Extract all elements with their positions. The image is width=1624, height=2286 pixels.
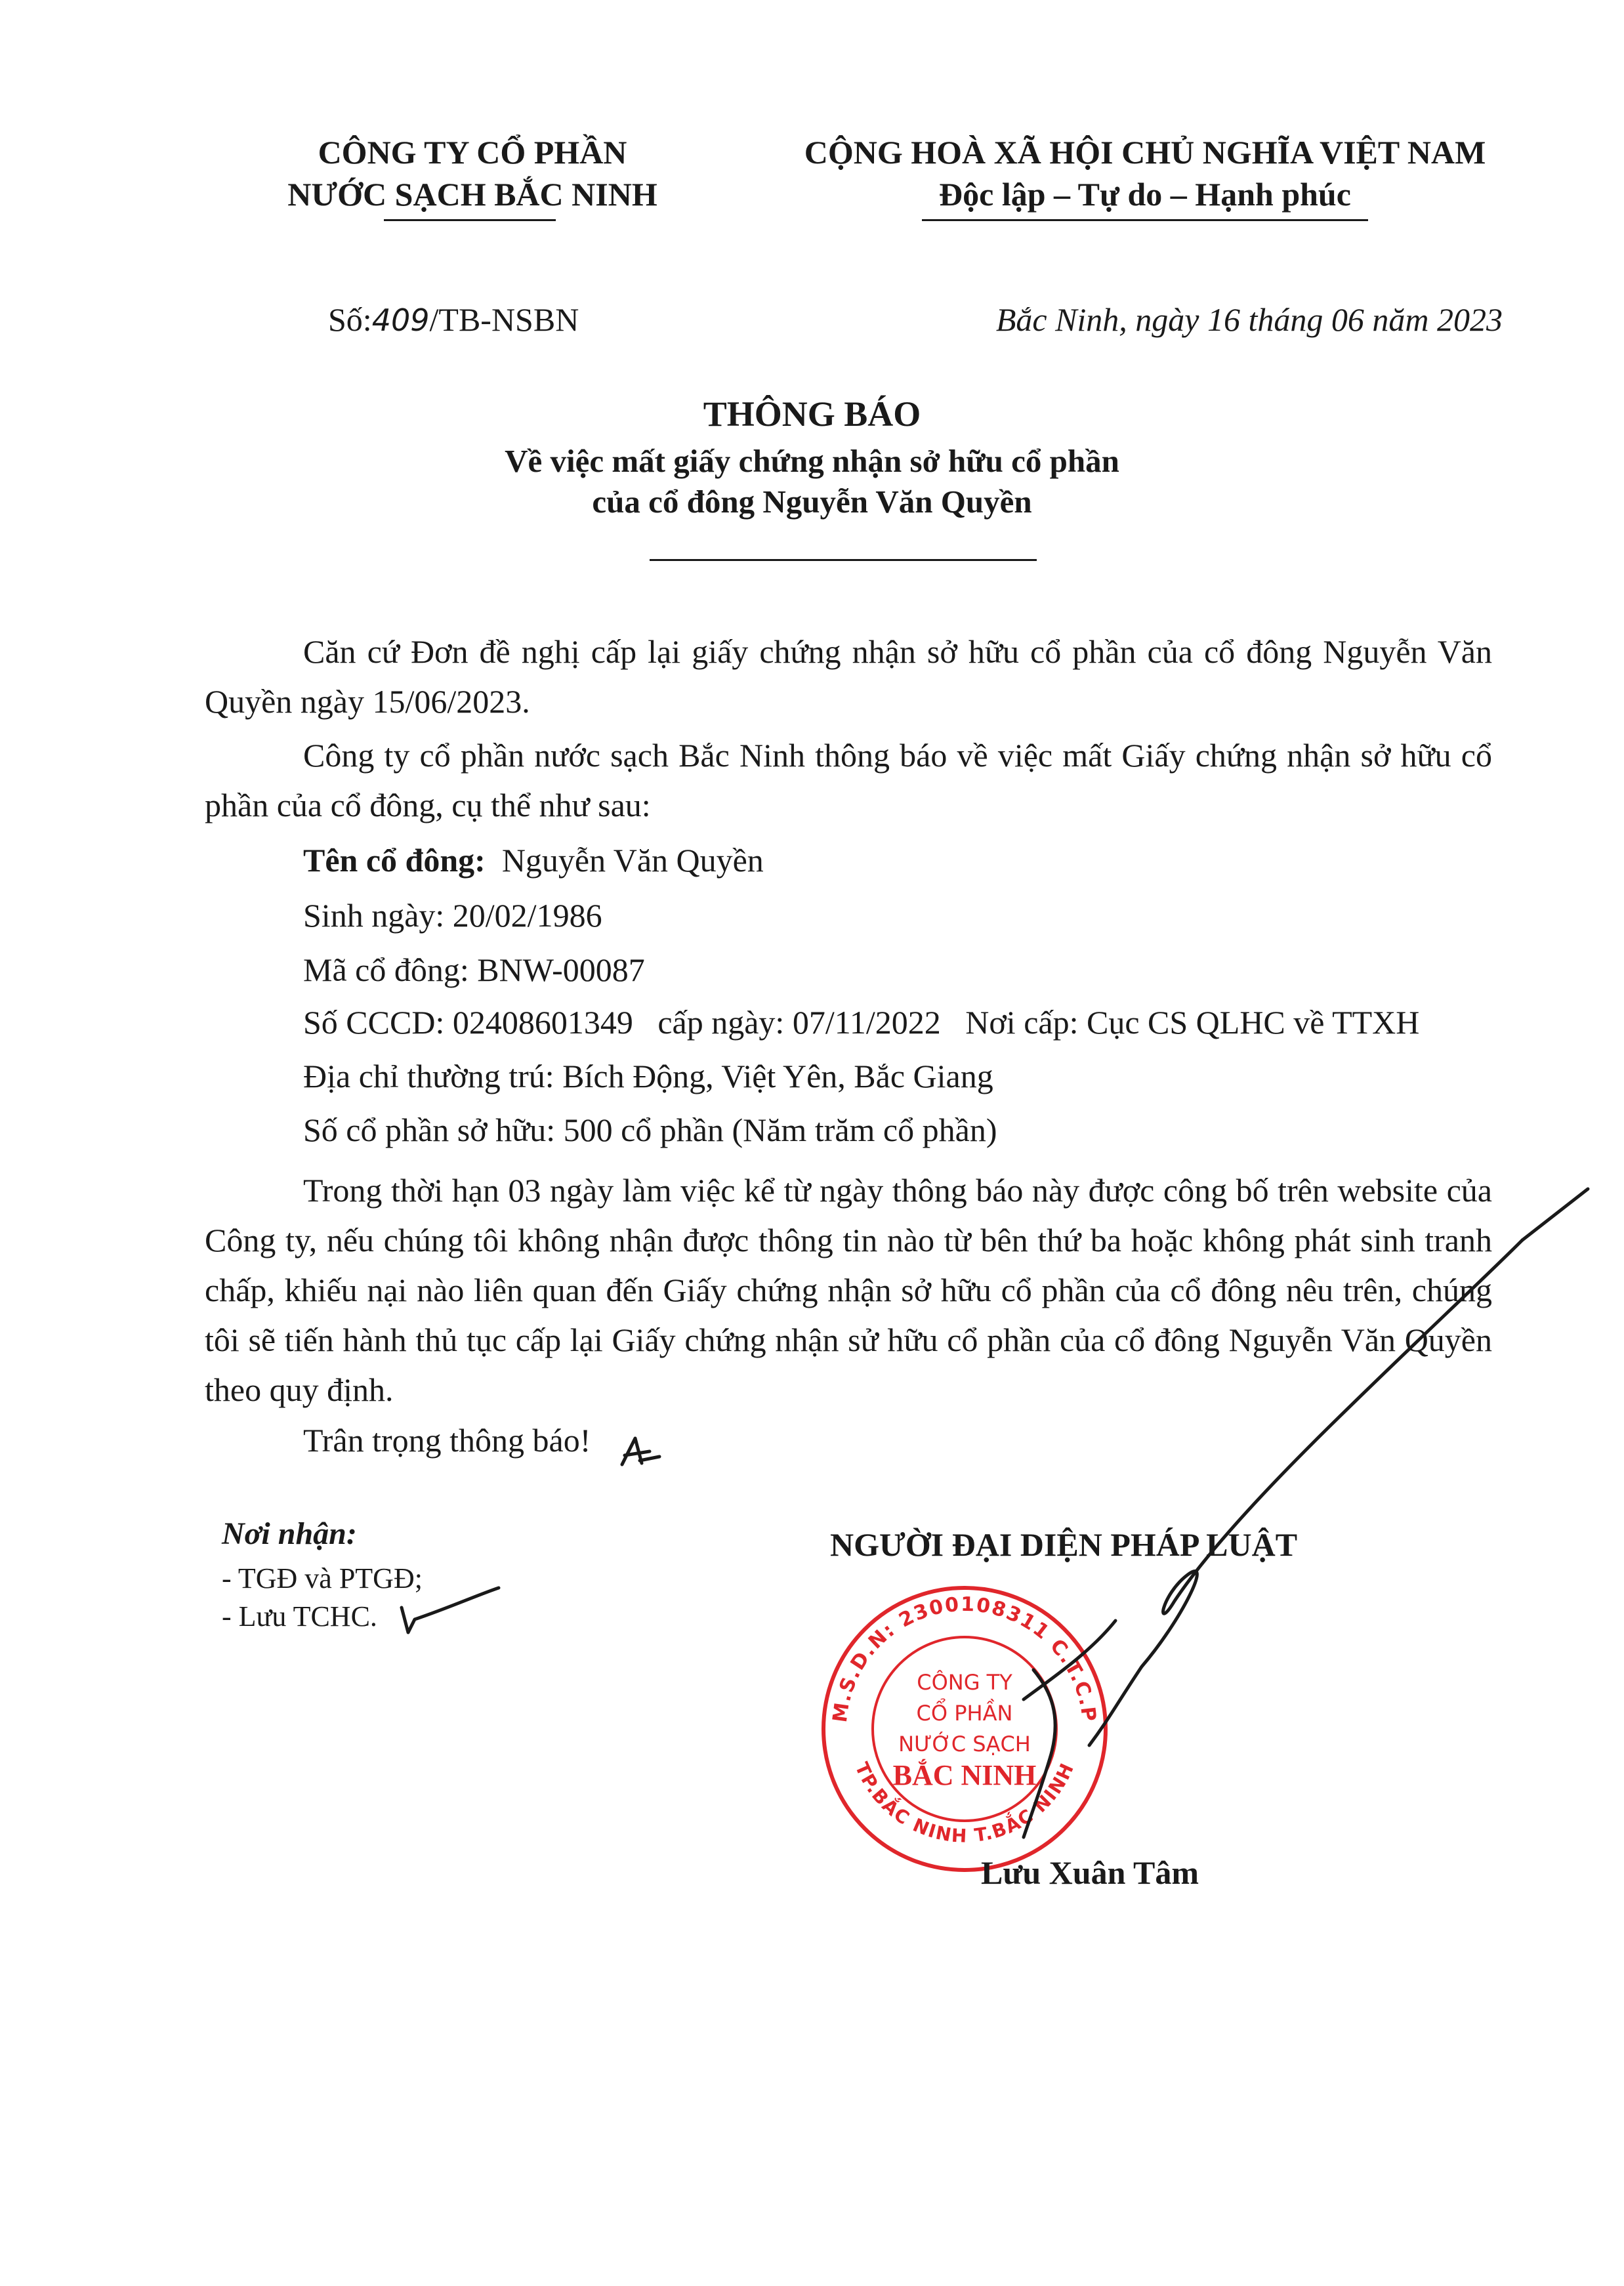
shareholder-name [303, 835, 764, 885]
shareholder-shares: Số cổ phần sở hữu: 500 cổ phần (Năm trăm cổ phần) [303, 1112, 997, 1148]
recipient-item: - Lưu TCHC. [222, 1600, 377, 1632]
shareholder-id: Số CCCD: 02408601349 cấp ngày: 07/11/2022 Nơi cấp: Cục CS QLHC về TTXH [303, 1004, 1420, 1041]
motto-underline [922, 219, 1368, 221]
document-date: Bắc Ninh, ngày 16 tháng 06 năm 2023 [995, 301, 1503, 338]
recipients-title: Nơi nhận: [222, 1516, 357, 1551]
shareholder-name-label: Tên cổ đông: [303, 842, 486, 879]
company-underline [384, 219, 556, 221]
signer-name: Lưu Xuân Tâm [981, 1854, 1199, 1891]
shareholder-code: Mã cổ đông: BNW-00087 [303, 951, 645, 988]
paragraph-basis: Căn cứ Đơn đề nghị cấp lại giấy chứng nhận sở hữu cổ phần của cổ đông Nguyễn Văn Quyền ngày 15/06/2023. [205, 633, 1492, 720]
shareholder-name-value: Nguyễn Văn Quyền [485, 842, 764, 879]
company-name-line2: NƯỚC SẠCH BẮC NINH [287, 176, 657, 213]
document-number-suffix: /TB-NSBN [429, 301, 579, 338]
stamp-inner-ring [873, 1637, 1056, 1821]
nation-name: CỘNG HOÀ XÃ HỘI CHỦ NGHĨA VIỆT NAM [804, 134, 1486, 171]
company-stamp [810, 1575, 1119, 1883]
stamp-ring-text: M.S.D.N: 2300108311 C.T.C.P [828, 1592, 1101, 1724]
stamp-bottom-text: TP.BẮC NINH T.BẮC NINH [850, 1758, 1079, 1847]
title-underline [650, 559, 1037, 561]
stamp-line2: CỔ PHẦN [916, 1701, 1013, 1726]
subtitle-line1: Về việc mất giấy chứng nhận sở hữu cổ phần [505, 443, 1119, 479]
stamp-line4: BẮC NINH [892, 1759, 1037, 1791]
subtitle-line2: của cổ đông Nguyễn Văn Quyền [592, 484, 1032, 520]
signature-icon [1522, 1189, 1588, 1240]
company-name-line1: CÔNG TY CỔ PHẦN [318, 134, 627, 171]
paragraph-announcement: Công ty cổ phần nước sạch Bắc Ninh thông báo về việc mất Giấy chứng nhận sở hữu cổ phần của cổ đông, cụ thể như sau: [205, 737, 1492, 823]
document-number-handwritten: 409 [371, 302, 430, 338]
document-number [328, 301, 579, 339]
document-title: THÔNG BÁO [703, 394, 921, 434]
stamp-line1: CÔNG TY [917, 1670, 1012, 1695]
shareholder-birth: Sinh ngày: 20/02/1986 [303, 897, 602, 934]
document-number-prefix: Số: [328, 301, 372, 338]
nation-header [774, 131, 1516, 215]
initials-mark-icon [622, 1438, 659, 1465]
legal-representative-title: NGƯỜI ĐẠI DIỆN PHÁP LUẬT [830, 1526, 1298, 1563]
company-header [223, 131, 722, 215]
stamp-line3: NƯỚC SẠCH [898, 1732, 1031, 1756]
recipient-item: - TGĐ và PTGĐ; [222, 1562, 423, 1594]
document-subtitle [0, 441, 1624, 522]
paragraph-procedure: Trong thời hạn 03 ngày làm việc kể từ ngày thông báo này được công bố trên website của Công ty, nếu chúng tôi không nhận được thông tin nào từ bên thứ ba hoặc không phát sinh tranh chấp, khiếu nại nào liên quan đến Giấy chứng nhận sở hữu cổ phần của cổ đông nêu trên, chúng tôi sẽ tiến hành thủ tục cấp lại Giấy chứng nhận sử hữu cổ phần của cổ đông Nguyễn Văn Quyền theo quy định. [205, 1172, 1492, 1408]
nation-motto: Độc lập – Tự do – Hạnh phúc [939, 176, 1351, 213]
shareholder-address: Địa chỉ thường trú: Bích Động, Việt Yên, Bắc Giang [303, 1058, 993, 1094]
closing-text: Trân trọng thông báo! [303, 1422, 591, 1459]
